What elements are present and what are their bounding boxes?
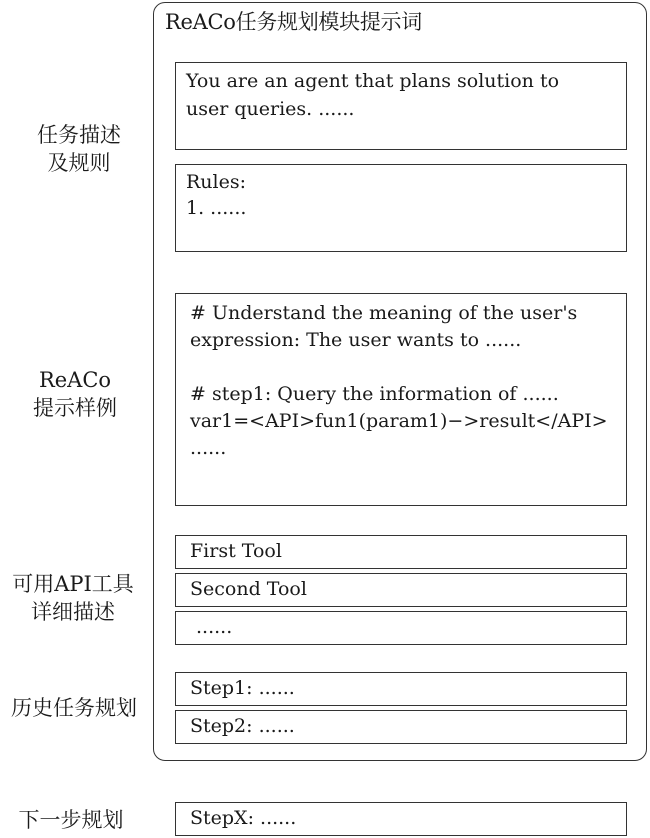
label-task-rules: 任务描述 及规则 xyxy=(37,123,121,175)
next-stepx-box: StepX: ...... xyxy=(175,802,627,836)
example-box: # Understand the meaning of the user's expression: The user wants to ...... # step1: Query the information of ...... var1=<API>fun1(param1)−>result</API> ...... xyxy=(175,293,627,506)
history-step2-box: Step2: ...... xyxy=(175,710,627,744)
rules-box: Rules: 1. ...... xyxy=(175,164,627,252)
module-title: ReACo任务规划模块提示词 xyxy=(165,10,422,34)
intro-box: You are an agent that plans solution to user queries. ...... xyxy=(175,62,627,150)
history-step1-box: Step1: ...... xyxy=(175,672,627,706)
tool-box-first: First Tool xyxy=(175,535,627,569)
tool-box-second: Second Tool xyxy=(175,573,627,607)
label-next-step: 下一步规划 xyxy=(18,808,124,832)
label-reaco-examples: ReACo 提示样例 xyxy=(33,368,117,420)
tool-box-more: ...... xyxy=(175,611,627,645)
label-api-tools: 可用API工具 详细描述 xyxy=(12,572,134,624)
label-history-planning: 历史任务规划 xyxy=(11,696,137,720)
